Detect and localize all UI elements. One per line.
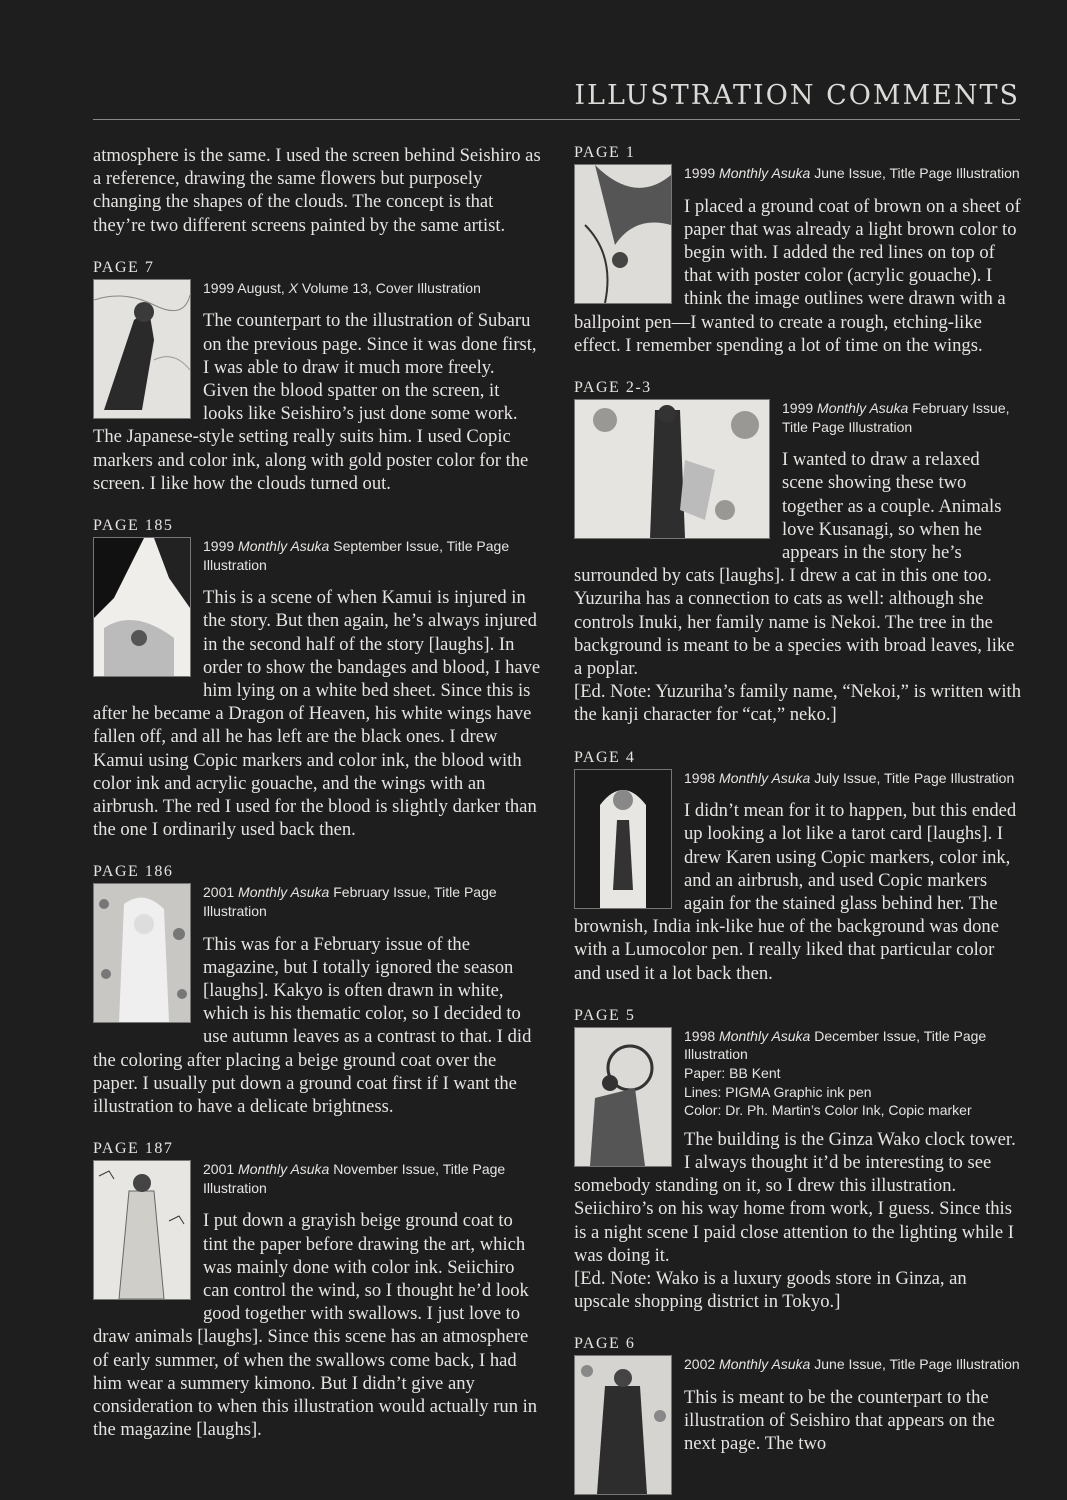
section-page-5 [574, 1007, 1024, 1314]
section-caption: 1999 Monthly Asuka June Issue, Title Page Illustration [684, 165, 1020, 181]
intro-paragraph: atmosphere is the same. I used the screen behind Seishiro as a reference, drawing the same flowers but purposely changing the shapes of the clouds. The concept is that they’re two different screens painted by the same artist. [93, 145, 541, 236]
section-body: I put down a grayish beige ground coat to tint the paper before drawing the art, which was mainly done with color ink. Seiichiro can control the wind, so I thought he’d look good together with swallows. I just love to draw animals [laughs]. Since this scene has an atmosphere of early summer, of when the swallows come back, I had him wear a summery kimono. But I didn’t give any consideration to when this illustration would actually run in the magazine [laughs]. [93, 1210, 538, 1441]
section-body: The counterpart to the illustration of Subaru on the previous page. Since it was done first, I was able to draw it much more freely. Given the blood spatter on the screen, it looks like Seishiro’s just done some work. The Japanese-style setting really suits him. I used Copic markers and color ink, along with gold poster color for the screen. I like how the clouds turned out. [93, 310, 537, 494]
section-label: PAGE 6 [574, 1335, 636, 1353]
section-page-187 [93, 1140, 541, 1441]
illustration-icon [575, 400, 769, 538]
section-label: PAGE 4 [574, 748, 636, 766]
illustration-thumbnail [93, 537, 191, 677]
section-caption: 1998 Monthly Asuka July Issue, Title Page Illustration [684, 769, 1015, 786]
illustration-icon [575, 165, 671, 303]
page-header [93, 80, 1020, 120]
section-body: The building is the Ginza Wako clock tower. I always thought it’d be interesting to see somebody standing on it, so I drew this illustration. Seiichiro’s on his way home from work, I guess. Since this is a night scene I paid close attention to the lighting while I was doing it. [574, 1128, 1016, 1266]
illustration-thumbnail [93, 883, 191, 1023]
section-page-2-3 [574, 379, 1024, 727]
section-body: This was for a February issue of the magazine, but I totally ignored the season [laughs]. Kakyo is often drawn in white, which is his thematic color, so I decided to use autumn leaves as a contrast to that. I did the coloring after placing a beige ground coat over the paper. I usually put down a ground coat first if I want the illustration to have a delicate brightness. [93, 933, 532, 1118]
section-body: I didn’t mean for it to happen, but this ended up looking a lot like a tarot card [laughs]. I drew Karen using Copic markers, color ink, and an airbrush, and used Copic markers again for the stained glass behind her. The brownish, India ink-like hue of the background was done with a Lumocolor pen. I really liked that particular color and used it a lot back then. [574, 800, 1017, 984]
illustration-thumbnail [574, 164, 672, 304]
illustration-icon [575, 770, 671, 908]
illustration-thumbnail [574, 399, 770, 539]
illustration-thumbnail [93, 1160, 191, 1300]
section-caption: 2001 Monthly Asuka November Issue, Title Page Illustration [203, 1161, 506, 1196]
section-caption: 2002 Monthly Asuka June Issue, Title Page Illustration [684, 1356, 1020, 1373]
illustration-icon [94, 538, 190, 676]
illustration-thumbnail [574, 769, 672, 909]
section-page-185 [93, 517, 541, 841]
illustration-thumbnail [574, 1027, 672, 1167]
section-label: PAGE 1 [574, 144, 636, 161]
illustration-icon [94, 280, 190, 418]
section-label: PAGE 185 [93, 517, 174, 535]
illustration-thumbnail [93, 279, 191, 419]
section-body: This is a scene of when Kamui is injured in the story. But then again, he’s always injured in the second half of the story [laughs]. In order to show the bandages and blood, I have him lying on a white bed sheet. Since this is after he became a Dragon of Heaven, his white wings have fallen off, and all he has left are the black ones. I drew Kamui using Copic markers and color ink, the blood with color ink and acrylic gouache, and the wings with an airbrush. The red I used for the blood is slightly darker than the one I ordinarily used back then. [93, 587, 541, 841]
section-label: PAGE 186 [93, 863, 174, 881]
section-page-186 [93, 863, 541, 1118]
illustration-icon [94, 1161, 190, 1299]
illustration-icon [575, 1356, 671, 1494]
section-label: PAGE 2-3 [574, 379, 652, 397]
page-title: ILLUSTRATION COMMENTS [574, 80, 1020, 111]
section-label: PAGE 187 [93, 1140, 174, 1158]
section-page-6 [574, 1335, 1024, 1499]
right-column [574, 144, 1024, 1500]
section-body: This is meant to be the counterpart to the illustration of Seishiro that appears on the next page. The two [684, 1387, 995, 1455]
section-caption: 1999 Monthly Asuka February Issue, Title Page Illustration [782, 400, 1010, 435]
editor-note: [Ed. Note: Yuzuriha’s family name, “Nekoi,” is written with the kanji character for “cat,” neko.] [574, 681, 1021, 726]
section-page-7 [93, 259, 541, 495]
illustration-icon [94, 884, 190, 1022]
section-caption: 1999 Monthly Asuka September Issue, Title Page Illustration [203, 538, 510, 573]
section-label: PAGE 5 [574, 1006, 636, 1024]
illustration-thumbnail [574, 1355, 672, 1495]
section-caption: 1998 Monthly Asuka December Issue, Title Page Illustration Paper: BB Kent Lines: PIGMA Graphic ink pen Color: Dr. Ph. Martin’s Color Ink, Copic marker [684, 1027, 987, 1119]
section-caption: 1999 August, X Volume 13, Cover Illustration [203, 279, 481, 296]
illustration-icon [575, 1028, 671, 1166]
section-page-4 [574, 749, 1024, 985]
section-body: I wanted to draw a relaxed scene showing these two together as a couple. Animals love Kusanagi, so when he appears in the story he’s surrounded by cats [laughs]. I drew a cat in this one too. Yuzuriha has a connection to cats as well: although she controls Inuki, her family name is Nekoi. The tree in the background is meant to be a species with broad leaves, like a poplar. [574, 449, 1015, 680]
section-page-1 [574, 144, 1024, 357]
section-label: PAGE 7 [93, 258, 155, 276]
left-column [93, 144, 541, 1500]
section-caption: 2001 Monthly Asuka February Issue, Title Page Illustration [203, 884, 497, 920]
editor-note: [Ed. Note: Wako is a luxury goods store in Ginza, an upscale shopping district in Tokyo.] [574, 1268, 967, 1313]
section-body: I placed a ground coat of brown on a sheet of paper that was already a light brown color to begin with. I added the red lines on top of that with poster color (acrylic gouache). I think the image outlines were drawn with a ballpoint pen—I wanted to create a rough, etching-like effect. I remember spending a lot of time on the wings. [574, 195, 1021, 356]
